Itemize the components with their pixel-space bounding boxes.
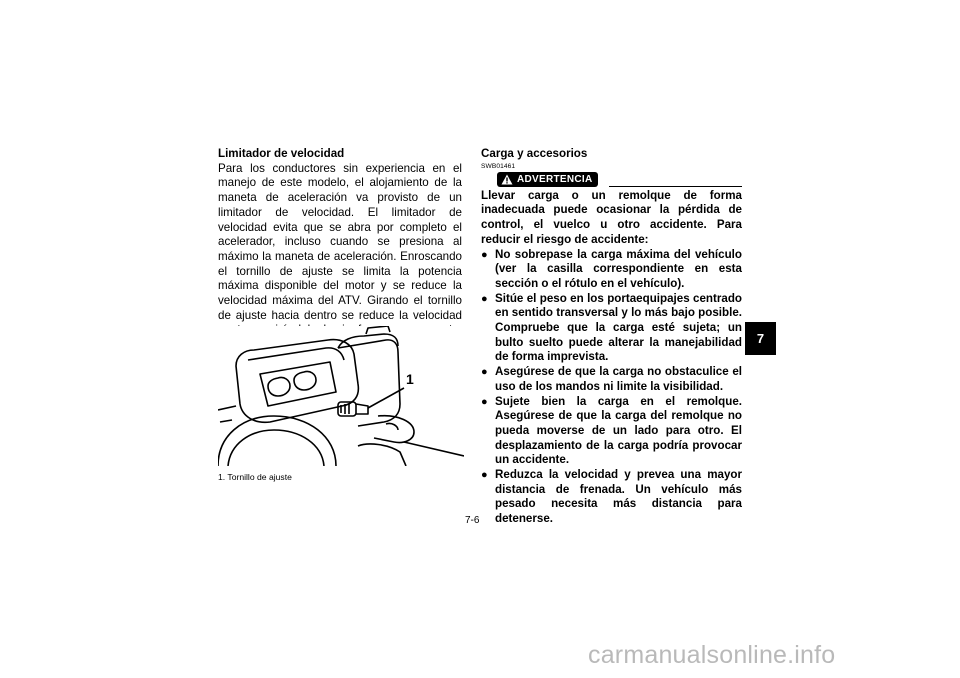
watermark: carmanualsonline.info [588, 641, 836, 669]
warning-triangle-icon [501, 174, 513, 185]
warning-badge [497, 172, 598, 187]
section-heading-speed-limiter: Limitador de velocidad [218, 147, 345, 160]
warning-label: ADVERTENCIA [517, 173, 593, 185]
right-column [481, 147, 742, 527]
list-item: ● Sitúe el peso en los portaequipajes centrado en sentido transversal y lo más bajo posible. Compruebe que la carga esté sujeta; un bulto suelto puede alterar la manejabilidad de forma imprevista. [481, 291, 742, 364]
list-item: ● Reduzca la velocidad y prevea una mayor distancia de frenada. Un vehículo más pesado necesita más distancia para detenerse. [481, 468, 742, 526]
section-heading-cargo: Carga y accesorios [481, 147, 588, 160]
page-number: 7-6 [465, 515, 480, 526]
warning-rule [609, 186, 742, 187]
list-item: ● No sobrepase la carga máxima del vehículo (ver la casilla correspondiente en esta sección o el rótulo en el vehículo). [481, 247, 742, 290]
warning-bullet-list [481, 248, 742, 527]
left-column [218, 147, 462, 353]
bullet-dot: ● [481, 469, 488, 482]
speed-limiter-paragraph: Para los conductores sin experiencia en el manejo de este modelo, el alojamiento de la maneta de aceleración va provisto de un limitador de velocidad. El limitador de velocidad evita que se abra por completo el acelerador, incluso cuando se presiona al máximo la maneta de aceleración. Enroscando el tornillo de ajuste se limita la potencia máxima disponible del motor y se reduce la velocidad máxima del ATV. Girando el tornillo de ajuste hacia dentro se reduce la velocidad [218, 161, 462, 322]
figure-callout-1: 1 [406, 371, 414, 387]
bullet-dot: ● [481, 292, 488, 305]
list-item: ● Sujete bien la carga en el remolque. Asegúrese de que la carga del remolque no pueda moverse de un lado para otro. El desplazamiento de la carga podría provocar un accidente. [481, 394, 742, 467]
throttle-housing-illustration [218, 326, 464, 466]
warning-text: Llevar carga o un remolque de forma inadecuada puede ocasionar la pérdida de control, el vuelco u otro accidente. Para reducir el riesgo de accidente: [481, 188, 742, 246]
bullet-dot: ● [481, 248, 488, 261]
bullet-dot: ● [481, 366, 488, 379]
warning-header [481, 172, 742, 188]
bullet-dot: ● [481, 395, 488, 408]
chapter-tab: 7 [745, 322, 776, 355]
throttle-housing-figure [218, 326, 464, 466]
list-item: ● Asegúrese de que la carga no obstaculice el uso de los mandos ni limite la visibilidad. [481, 365, 742, 393]
figure-caption: 1. Tornillo de ajuste [218, 472, 292, 482]
section-code: SWB01461 [481, 162, 516, 170]
